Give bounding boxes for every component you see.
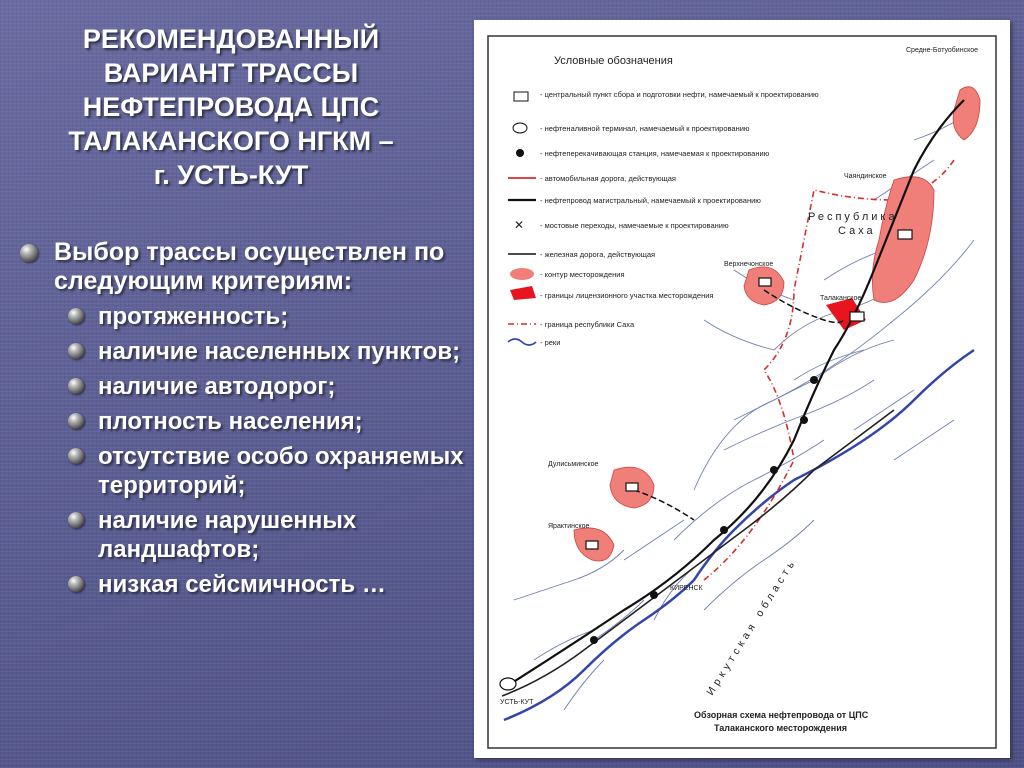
label-chayandinskoe: Чаяндинское (844, 173, 887, 180)
central-point-icon (514, 92, 528, 101)
pump-station-icon (770, 466, 778, 474)
map-caption-line-2: Талаканского месторождения (714, 723, 847, 733)
label-ust-kut: УСТЬ-КУТ (500, 699, 534, 706)
bullet-sphere-icon (68, 448, 84, 464)
legend-text-terminal: - нефтеналивной терминал, намечаемый к проектированию (540, 124, 750, 133)
oil-terminal-icon (500, 678, 516, 690)
pump-station-icon (720, 526, 728, 534)
central-point-icon (850, 312, 864, 321)
label-kirensk: КИРЕНСК (670, 585, 703, 592)
title-line-5: г. УСТЬ-КУТ (153, 160, 309, 190)
criterion-item (18, 407, 468, 436)
label-dulisminskoe: Дулисьминское (548, 461, 599, 468)
criterion-item (18, 442, 468, 500)
label-talakanskoe: Талаканское (820, 295, 862, 302)
field-contour-icon (510, 268, 534, 280)
bullet-sphere-icon (68, 413, 84, 429)
map-canvas (474, 20, 1010, 758)
central-point-icon (898, 230, 912, 239)
label-sredne-botuobinskoe: Средне-Ботуобинское (906, 47, 978, 54)
legend-text-pump-station: - нефтеперекачивающая станция, намечаемая к проектированию (540, 149, 770, 158)
legend-text-road: - автомобильная дорога, действующая (540, 174, 676, 183)
criterion-text: наличие нарушенных ландшафтов; (98, 507, 357, 563)
label-irkutsk-region: Иркутская область (704, 556, 800, 698)
criterion-text: отсутствие особо охраняемых территорий; (98, 443, 464, 499)
legend-text-river: - реки (540, 338, 561, 347)
criterion-text: наличие населенных пунктов; (98, 338, 461, 365)
criterion-item (18, 302, 468, 331)
pump-station-icon (810, 376, 818, 384)
legend-text-license: - границы лицензионного участка месторождения (540, 291, 714, 300)
legend-text-railway: - железная дорога, действующая (540, 250, 656, 259)
map-caption-line-1: Обзорная схема нефтепровода от ЦПС (694, 710, 869, 720)
legend-text-pipeline: - нефтепровод магистральный, намечаемый к проектированию (540, 196, 761, 205)
label-yaraktinskoe: Ярактинское (548, 523, 590, 530)
central-point-icon (586, 541, 598, 549)
legend-text-field-contour: - контур месторождения (540, 270, 625, 279)
bullet-sphere-icon (68, 343, 84, 359)
bullet-sphere-icon (68, 512, 84, 528)
criterion-item (18, 570, 468, 599)
central-point-icon (759, 278, 771, 286)
bullet-sphere-icon (20, 244, 38, 262)
label-republic-saha: Республика (808, 211, 898, 223)
criterion-item (18, 372, 468, 401)
criterion-text: протяженность; (98, 303, 289, 330)
legend-text-border: - граница республики Саха (540, 320, 635, 329)
oil-terminal-icon (513, 123, 527, 133)
central-point-icon (626, 483, 638, 491)
label-saha: Саха (838, 225, 876, 237)
title-line-2: ВАРИАНТ ТРАССЫ (103, 58, 359, 88)
pump-station-icon (650, 591, 658, 599)
legend-title: Условные обозначения (554, 55, 673, 67)
bullet-sphere-icon (68, 378, 84, 394)
legend-text-central-point: - центральный пункт сбора и подготовки нефти, намечаемый к проектированию (540, 90, 819, 99)
bridge-crossing-icon: ✕ (514, 218, 525, 232)
pump-station-icon (516, 149, 524, 157)
criteria-list (18, 302, 468, 599)
title-line-4: ТАЛАКАНСКОГО НГКМ – (68, 126, 394, 156)
criterion-text: наличие автодорог; (98, 373, 336, 400)
bullet-sphere-icon (68, 308, 84, 324)
criterion-text: низкая сейсмичность … (98, 571, 386, 598)
title-line-1: РЕКОМЕНДОВАННЫЙ (82, 24, 380, 54)
slide-title (36, 22, 426, 192)
main-bullet (18, 238, 468, 296)
criterion-item (18, 506, 468, 564)
main-bullet-text: Выбор трассы осуществлен по следующим критериям: (54, 238, 445, 295)
bullet-list (18, 238, 468, 605)
pump-station-icon (800, 416, 808, 424)
bullet-sphere-icon (68, 576, 84, 592)
pump-station-icon (590, 636, 598, 644)
title-line-3: НЕФТЕПРОВОДА ЦПС (82, 92, 380, 122)
pipeline-map (474, 20, 1010, 758)
label-verkhnechonskoe: Верхнечонское (724, 261, 774, 268)
criterion-text: плотность населения; (98, 408, 363, 435)
legend-text-bridge: - мостовые переходы, намечаемые к проектированию (540, 221, 729, 230)
criterion-item (18, 337, 468, 366)
